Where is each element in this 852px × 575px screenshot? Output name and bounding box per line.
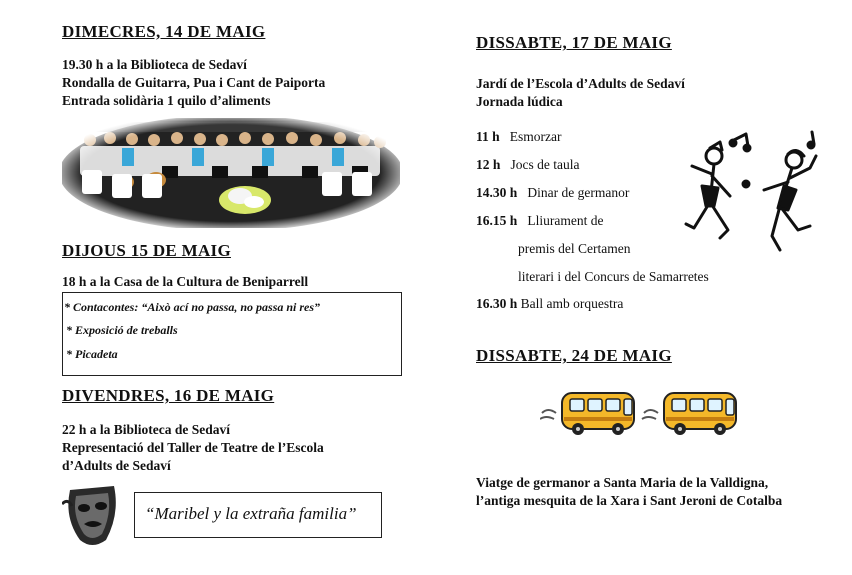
thu-box-item: * Picadeta [66, 347, 118, 361]
sat17-line1: Jardí de l’Escola d’Adults de Sedaví [476, 76, 685, 91]
schedule-item [518, 240, 630, 257]
schedule-time: 12 h [476, 157, 501, 172]
schedule-item [518, 268, 709, 285]
thu-activities-box [62, 292, 402, 376]
schedule-item [476, 128, 562, 145]
dancing-couple-icon [684, 126, 822, 262]
sat24-line2: l’antiga mesquita de la Xara i Sant Jeroni de Cotalba [476, 493, 783, 508]
wed-line1: 19.30 h a la Biblioteca de Sedaví [62, 57, 247, 72]
sat17-title: DISSABTE, 17 DE MAIG [476, 33, 672, 52]
schedule-text: Lliurament de [527, 213, 604, 228]
schedule-time: 16.30 h [476, 296, 518, 311]
play-title: “Maribel y la extraña familia” [145, 504, 357, 523]
thu-line1: 18 h a la Casa de la Cultura de Beniparrell [62, 274, 309, 289]
wed-title: DIMECRES, 14 DE MAIG [62, 22, 266, 41]
sat24-line1: Viatge de germanor a Santa Maria de la Valldigna, [476, 475, 769, 490]
schedule-text: premis del Certamen [518, 241, 631, 256]
thu-box-item: * Exposició de treballs [66, 323, 178, 337]
schedule-text: Dinar de germanor [527, 185, 630, 200]
theatre-mask-icon [62, 484, 124, 550]
schedule-text: Esmorzar [509, 129, 562, 144]
thu-title: DIJOUS 15 DE MAIG [62, 241, 231, 260]
fri-title: DIVENDRES, 16 DE MAIG [62, 386, 275, 405]
schedule-item [476, 156, 580, 173]
schedule-text: Ball amb orquestra [520, 296, 624, 311]
schedule-item [476, 295, 623, 312]
bus-icon [540, 385, 740, 437]
fri-line1: 22 h a la Biblioteca de Sedaví [62, 422, 231, 437]
schedule-time: 14.30 h [476, 185, 518, 200]
schedule-item [476, 184, 629, 201]
fri-line2: Representació del Taller de Teatre de l’Escola [62, 440, 324, 455]
schedule-item [476, 212, 604, 229]
sat24-title: DISSABTE, 24 DE MAIG [476, 346, 672, 365]
bus-icons [540, 385, 740, 437]
choir-photo [62, 118, 400, 228]
schedule-time: 16.15 h [476, 213, 518, 228]
play-title-box [134, 492, 382, 538]
sat17-line2: Jornada lúdica [476, 94, 563, 109]
schedule-time: 11 h [476, 129, 500, 144]
wed-line3: Entrada solidària 1 quilo d’aliments [62, 93, 271, 108]
wed-line2: Rondalla de Guitarra, Pua i Cant de Paiporta [62, 75, 326, 90]
fri-line3: d’Adults de Sedaví [62, 458, 171, 473]
schedule-text: Jocs de taula [510, 157, 580, 172]
thu-box-item: * Contacontes: “Això ací no passa, no passa ni res” [64, 300, 321, 314]
schedule-text: literari i del Concurs de Samarretes [518, 269, 709, 284]
